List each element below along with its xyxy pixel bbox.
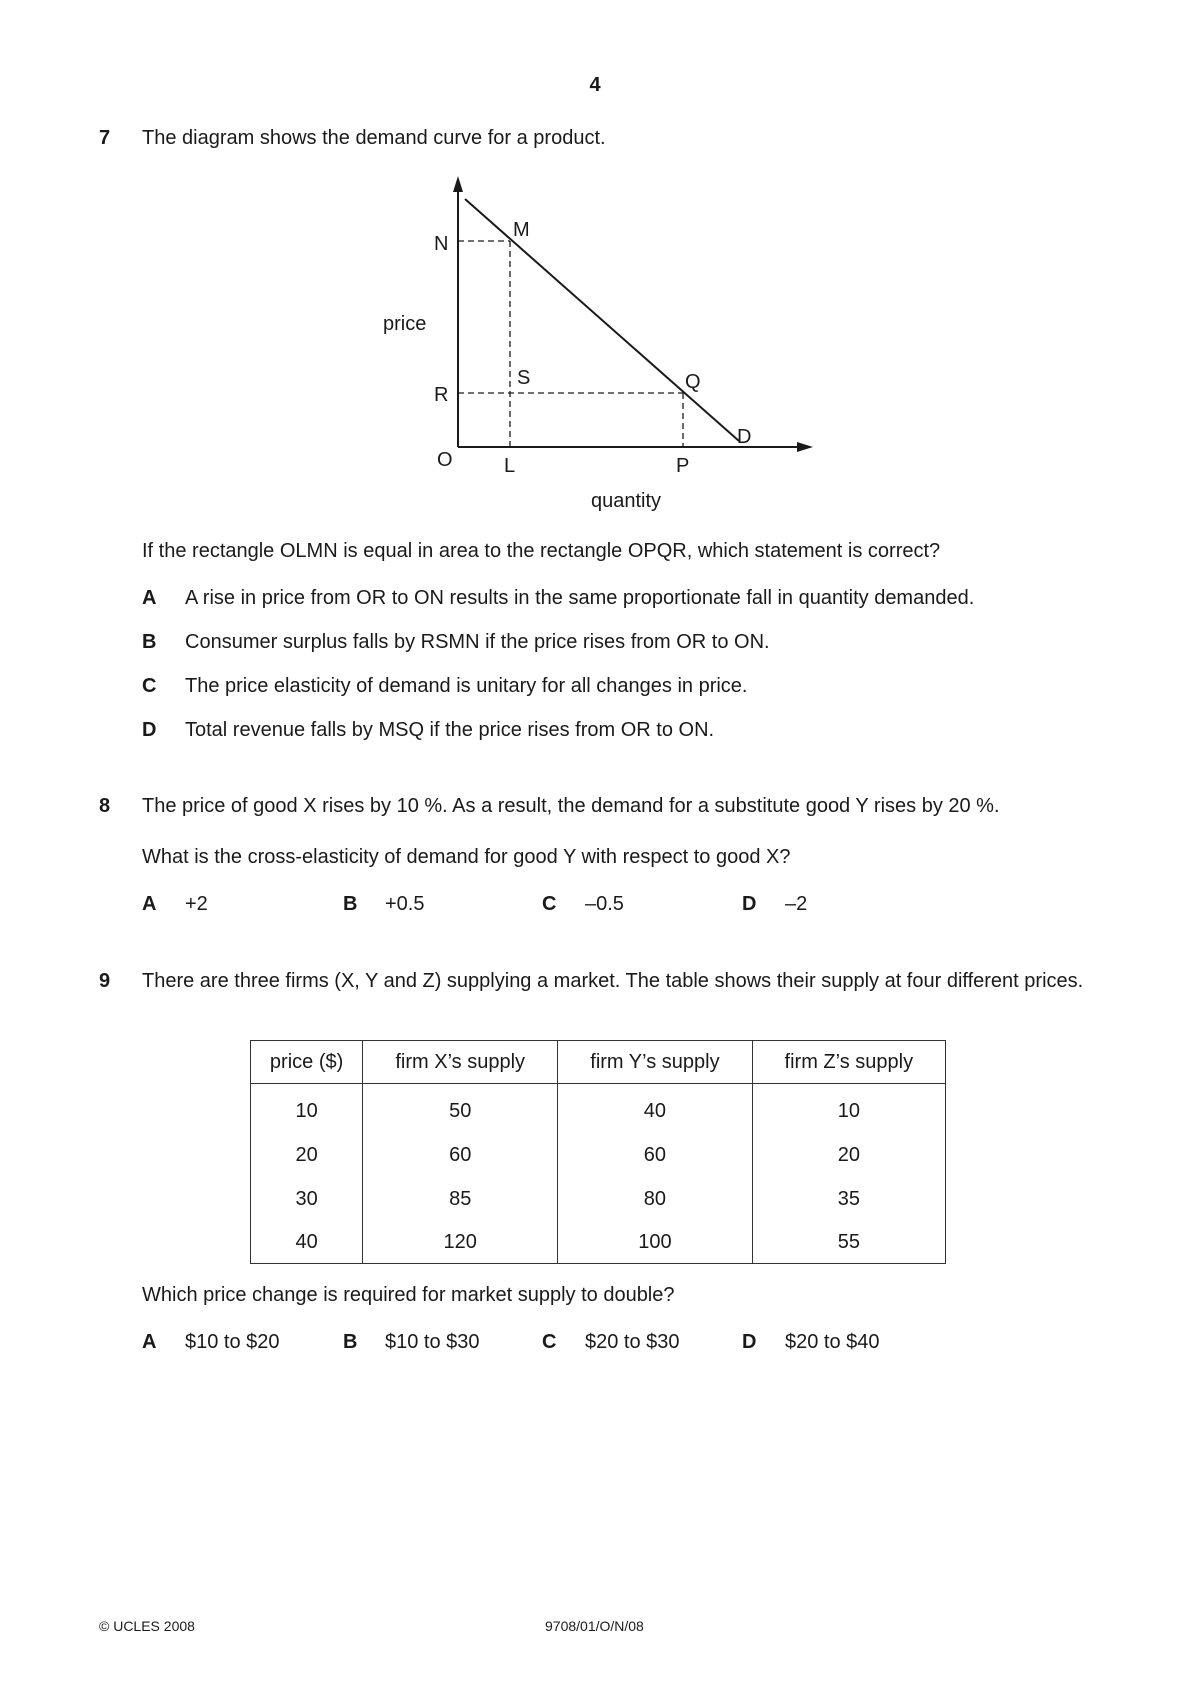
cell-firm-y: 40 [558,1084,752,1134]
label-p: P [676,455,690,477]
supply-table [250,1040,946,1264]
page-number: 4 [589,74,601,96]
cell-price: 20 [251,1133,363,1177]
table-row [251,1221,946,1264]
cell-price: 10 [251,1084,363,1134]
q7-option-c-text: The price elasticity of demand is unitary for all changes in price. [185,675,748,697]
question-7-prompt: If the rectangle OLMN is equal in area to the rectangle OPQR, which statement is correct? [142,540,941,562]
question-9-prompt: Which price change is required for market supply to double? [142,1284,675,1306]
table-row [251,1084,946,1134]
footer-copyright: © UCLES 2008 [99,1618,195,1634]
cell-firm-x: 60 [363,1133,558,1177]
q8-option-c-text: –0.5 [585,893,624,915]
cell-firm-z: 10 [752,1084,945,1134]
header-firm-y: firm Y’s supply [558,1041,752,1084]
question-8-number: 8 [99,795,111,817]
cell-price: 40 [251,1221,363,1264]
header-firm-z: firm Z’s supply [752,1041,945,1084]
header-price: price ($) [251,1041,363,1084]
cell-firm-y: 100 [558,1221,752,1264]
table-row [251,1133,946,1177]
q9-option-a-text: $10 to $20 [185,1331,280,1353]
q9-option-a-letter: A [142,1331,157,1353]
label-n: N [434,233,449,255]
header-firm-x: firm X’s supply [363,1041,558,1084]
q7-option-c-letter: C [142,675,157,697]
q9-option-d-text: $20 to $40 [785,1331,880,1353]
label-price-axis: price [383,313,427,335]
y-axis-arrow [453,176,463,192]
label-q: Q [685,371,701,393]
q9-option-c-text: $20 to $30 [585,1331,680,1353]
cell-firm-y: 60 [558,1133,752,1177]
cell-firm-y: 80 [558,1177,752,1221]
question-7-number: 7 [99,127,111,149]
cell-firm-z: 35 [752,1177,945,1221]
demand-curve-line [465,199,739,441]
cell-firm-x: 50 [363,1084,558,1134]
footer-paper-code: 9708/01/O/N/08 [545,1618,644,1634]
q7-option-b-letter: B [142,631,157,653]
question-7-stem: The diagram shows the demand curve for a product. [142,127,606,149]
q7-option-d-text: Total revenue falls by MSQ if the price rises from OR to ON. [185,719,715,741]
demand-curve-diagram [0,0,1190,560]
x-axis-arrow [797,442,813,452]
q9-option-c-letter: C [542,1331,557,1353]
cell-firm-z: 55 [752,1221,945,1264]
q8-option-b-text: +0.5 [385,893,425,915]
label-o: O [437,449,453,471]
question-9-stem: There are three firms (X, Y and Z) supplying a market. The table shows their supply at four different prices. [142,970,1084,992]
q9-option-b-text: $10 to $30 [385,1331,480,1353]
label-r: R [434,384,449,406]
q7-option-b-text: Consumer surplus falls by RSMN if the price rises from OR to ON. [185,631,770,653]
q8-option-d-letter: D [742,893,757,915]
question-9-number: 9 [99,970,111,992]
label-m: M [513,219,530,241]
question-8-prompt: What is the cross-elasticity of demand for good Y with respect to good X? [142,846,791,868]
q7-option-a-text: A rise in price from OR to ON results in the same proportionate fall in quantity demanded. [185,587,975,609]
q7-option-a-letter: A [142,587,157,609]
label-d: D [737,426,752,448]
q9-option-b-letter: B [343,1331,358,1353]
label-quantity-axis: quantity [591,490,662,512]
q8-option-b-letter: B [343,893,358,915]
q9-option-d-letter: D [742,1331,757,1353]
q7-option-d-letter: D [142,719,157,741]
q8-option-a-letter: A [142,893,157,915]
table-row [251,1177,946,1221]
cell-firm-x: 85 [363,1177,558,1221]
q8-option-c-letter: C [542,893,557,915]
cell-price: 30 [251,1177,363,1221]
q8-option-a-text: +2 [185,893,208,915]
label-l: L [504,455,516,477]
table-header-row [251,1041,946,1084]
cell-firm-z: 20 [752,1133,945,1177]
question-8-stem: The price of good X rises by 10 %. As a result, the demand for a substitute good Y rises by 20 %. [142,795,1000,817]
cell-firm-x: 120 [363,1221,558,1264]
label-s: S [517,367,531,389]
q8-option-d-text: –2 [785,893,808,915]
